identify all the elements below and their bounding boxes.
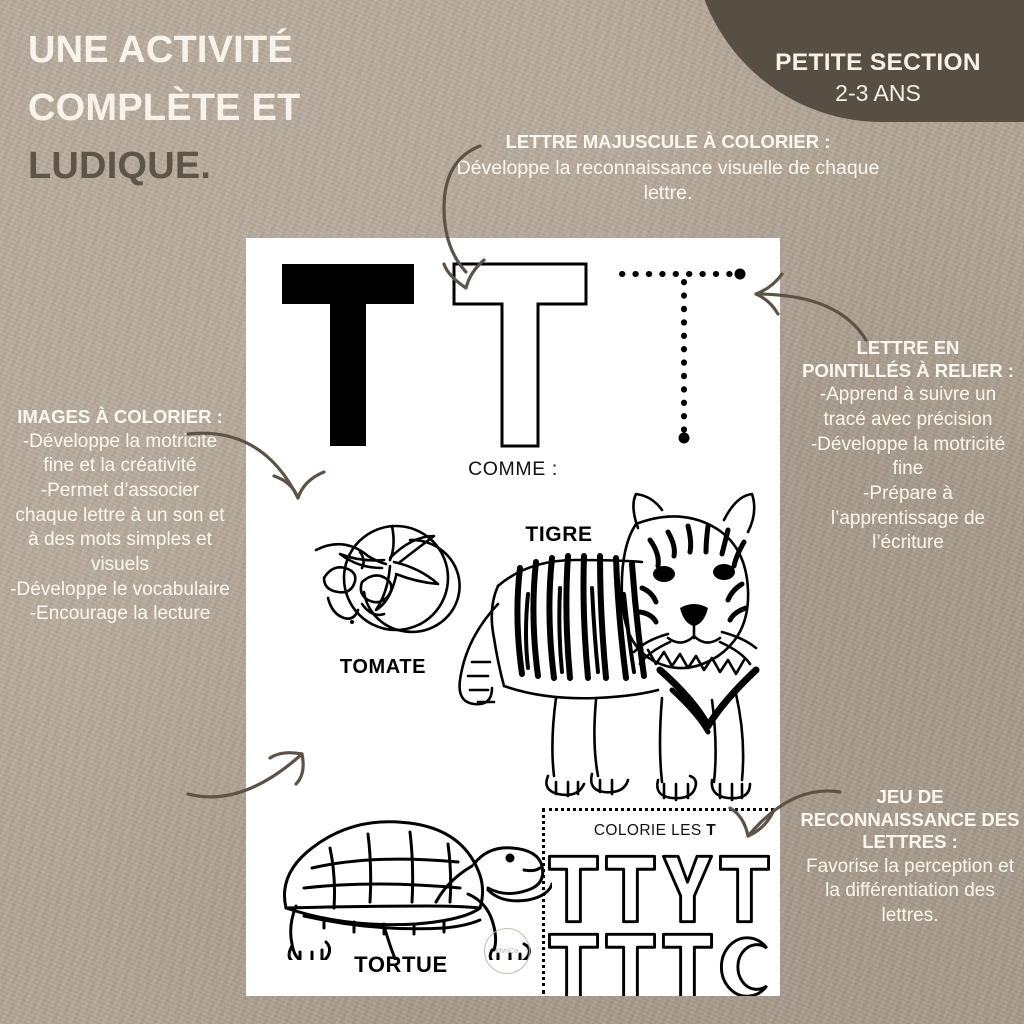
callout-left-heading: IMAGES À COLORIER : xyxy=(17,406,223,427)
colorie-letter-t[interactable] xyxy=(717,850,772,928)
word-label-tortue: TORTUE xyxy=(354,952,448,977)
colorie-letter-t[interactable] xyxy=(546,850,601,928)
headline-line-1: UNE ACTIVITÉ xyxy=(28,29,293,71)
colorie-letter-grid xyxy=(546,850,772,996)
colorie-letter-t[interactable] xyxy=(660,928,715,996)
colorie-letter-t[interactable] xyxy=(546,928,601,996)
letter-t-outline-icon xyxy=(450,260,590,450)
callout-images-a-colorier xyxy=(10,406,230,627)
brand-watermark: MiniCo xyxy=(484,928,530,974)
badge-age-label: 2-3 ANS xyxy=(835,80,921,107)
letter-forms-row xyxy=(246,238,780,398)
callout-bottom-heading: JEU DE RECONNAISSANCE DES LETTRES : xyxy=(800,786,1020,853)
callout-lettre-pointilles xyxy=(802,337,1014,556)
callout-left-body: -Développe la motricité fine et la créativité -Permet d’associer chaque lettre à un son et à des mots simples et visuels -Développe le vocabulaire -Encourage la lecture xyxy=(10,430,230,625)
colorie-letter-t[interactable] xyxy=(603,928,658,996)
letter-t-solid-icon xyxy=(278,260,418,450)
comme-label: COMME : xyxy=(468,458,558,480)
colorie-letter-c[interactable] xyxy=(717,928,772,996)
colorie-title-prefix: COLORIE LES xyxy=(593,822,707,839)
colorie-letter-t[interactable] xyxy=(603,850,658,928)
headline-line-2: COMPLÈTE ET xyxy=(28,86,301,129)
headline-line-3: LUDIQUE. xyxy=(28,144,212,187)
callout-jeu-reconnaissance xyxy=(796,786,1024,929)
letter-t-dotted-icon xyxy=(614,260,754,450)
word-label-tigre: TIGRE xyxy=(525,523,593,546)
colorie-letter-row xyxy=(546,850,772,928)
word-label-tomate: TOMATE xyxy=(339,656,427,678)
page-title xyxy=(28,22,448,195)
callout-top-body: Développe la reconnaissance visuelle de chaque lettre. xyxy=(456,156,880,204)
callout-top-heading: LETTRE MAJUSCULE À COLORIER : xyxy=(505,131,831,152)
callout-right-heading: LETTRE EN POINTILLÉS À RELIER : xyxy=(802,337,1014,381)
callout-lettre-majuscule xyxy=(452,131,884,206)
badge-section-label: PETITE SECTION xyxy=(775,49,981,77)
callout-right-body: -Apprend à suivre un tracé avec précision -Développe la motricité fine -Prépare à l’apprentissage de l’écriture xyxy=(810,384,1006,554)
callout-bottom-body: Favorise la perception et la différentiation des lettres. xyxy=(805,855,1015,927)
colorie-title xyxy=(542,822,768,840)
colorie-title-letter: T xyxy=(706,822,717,839)
worksheet-page xyxy=(246,238,780,996)
colorie-letter-row xyxy=(546,928,772,996)
colorie-letter-y[interactable] xyxy=(660,850,715,928)
age-group-badge xyxy=(692,0,1024,122)
